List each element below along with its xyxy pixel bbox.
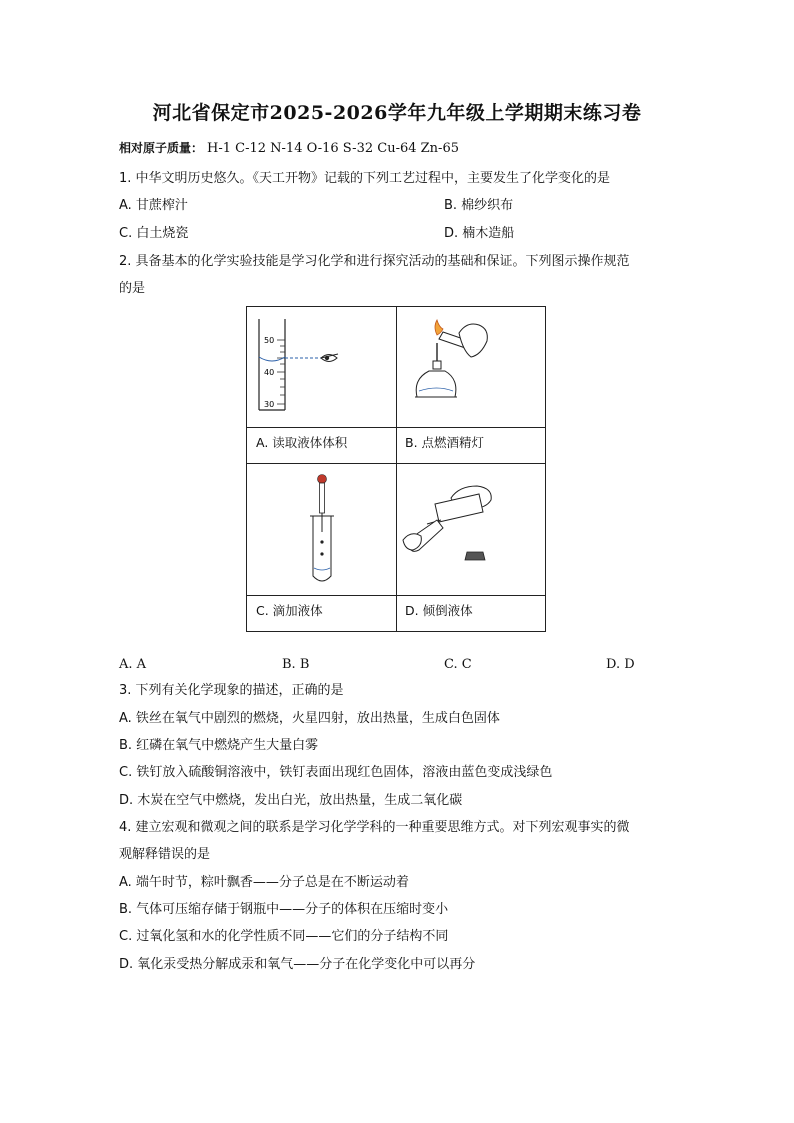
q1-option-c: C. 白土烧瓷: [119, 226, 189, 241]
caption-a: A. 读取液体体积: [256, 435, 348, 450]
q2-answer-c: C. C: [444, 657, 472, 672]
atomic-masses-label: 相对原子质量：: [119, 141, 204, 155]
dropper-illustration: [247, 464, 396, 596]
q3-option-c: C. 铁钉放入硫酸铜溶液中，铁钉表面出现红色固体，溶液由蓝色变成浅绿色: [119, 765, 553, 780]
q3-option-b: B. 红磷在氧气中燃烧产生大量白雾: [119, 738, 319, 753]
q4-stem-line1: 4. 建立宏观和微观之间的联系是学习化学学科的一种重要思维方式。对下列宏观事实的微: [119, 820, 630, 835]
q2-answer-a: A. A: [119, 657, 147, 672]
cylinder-reading-illustration: [247, 307, 396, 427]
q1-option-d: D. 楠木造船: [444, 226, 515, 241]
q4-option-a: A. 端午时节，粽叶飘香——分子总是在不断运动着: [119, 875, 409, 890]
bottle-stopper-icon: [465, 552, 485, 560]
q4-option-b: B. 气体可压缩存储于钢瓶中——分子的体积在压缩时变小: [119, 902, 449, 917]
q2-stem-line2: 的是: [119, 281, 146, 296]
grid-divider-1: [247, 427, 545, 428]
scale-label-30: 30: [264, 400, 275, 409]
pouring-liquid-illustration: [397, 464, 547, 596]
caption-d: D. 倾倒液体: [405, 603, 473, 618]
scale-label-40: 40: [264, 368, 275, 377]
q3-option-d: D. 木炭在空气中燃烧，发出白光，放出热量，生成二氧化碳: [119, 793, 463, 808]
caption-c: C. 滴加液体: [256, 603, 323, 618]
q3-option-a: A. 铁丝在氧气中剧烈的燃烧，火星四射，放出热量，生成白色固体: [119, 711, 500, 726]
q1-option-a: A. 甘蔗榨汁: [119, 198, 188, 213]
q1-stem: 1. 中华文明历史悠久。《天工开物》记载的下列工艺过程中，主要发生了化学变化的是: [119, 171, 611, 186]
scale-label-50: 50: [264, 336, 275, 345]
hand-icon: [459, 324, 487, 357]
atomic-masses-values: H-1 C-12 N-14 O-16 S-32 Cu-64 Zn-65: [207, 141, 459, 156]
exam-title: 河北省保定市2025-2026学年九年级上学期期末练习卷: [152, 102, 642, 124]
eye-icon: [321, 354, 338, 362]
q2-figure-grid: [246, 306, 546, 632]
alcohol-lamp-illustration: [397, 307, 547, 427]
q4-stem-line2: 观解释错误的是: [119, 847, 211, 862]
caption-b: B. 点燃酒精灯: [405, 435, 485, 450]
q4-option-c: C. 过氧化氢和水的化学性质不同——它们的分子结构不同: [119, 929, 449, 944]
q1-option-b: B. 棉纱织布: [444, 198, 514, 213]
q3-stem: 3. 下列有关化学现象的描述，正确的是: [119, 683, 344, 698]
q4-option-d: D. 氧化汞受热分解成汞和氧气——分子在化学变化中可以再分: [119, 957, 476, 972]
q2-answer-b: B. B: [282, 657, 310, 672]
q2-answer-d: D. D: [606, 657, 635, 672]
atomic-masses: [119, 139, 459, 156]
q2-stem-line1: 2. 具备基本的化学实验技能是学习化学和进行探究活动的基础和保证。下列图示操作规范: [119, 254, 630, 269]
flame-icon: [435, 320, 443, 335]
